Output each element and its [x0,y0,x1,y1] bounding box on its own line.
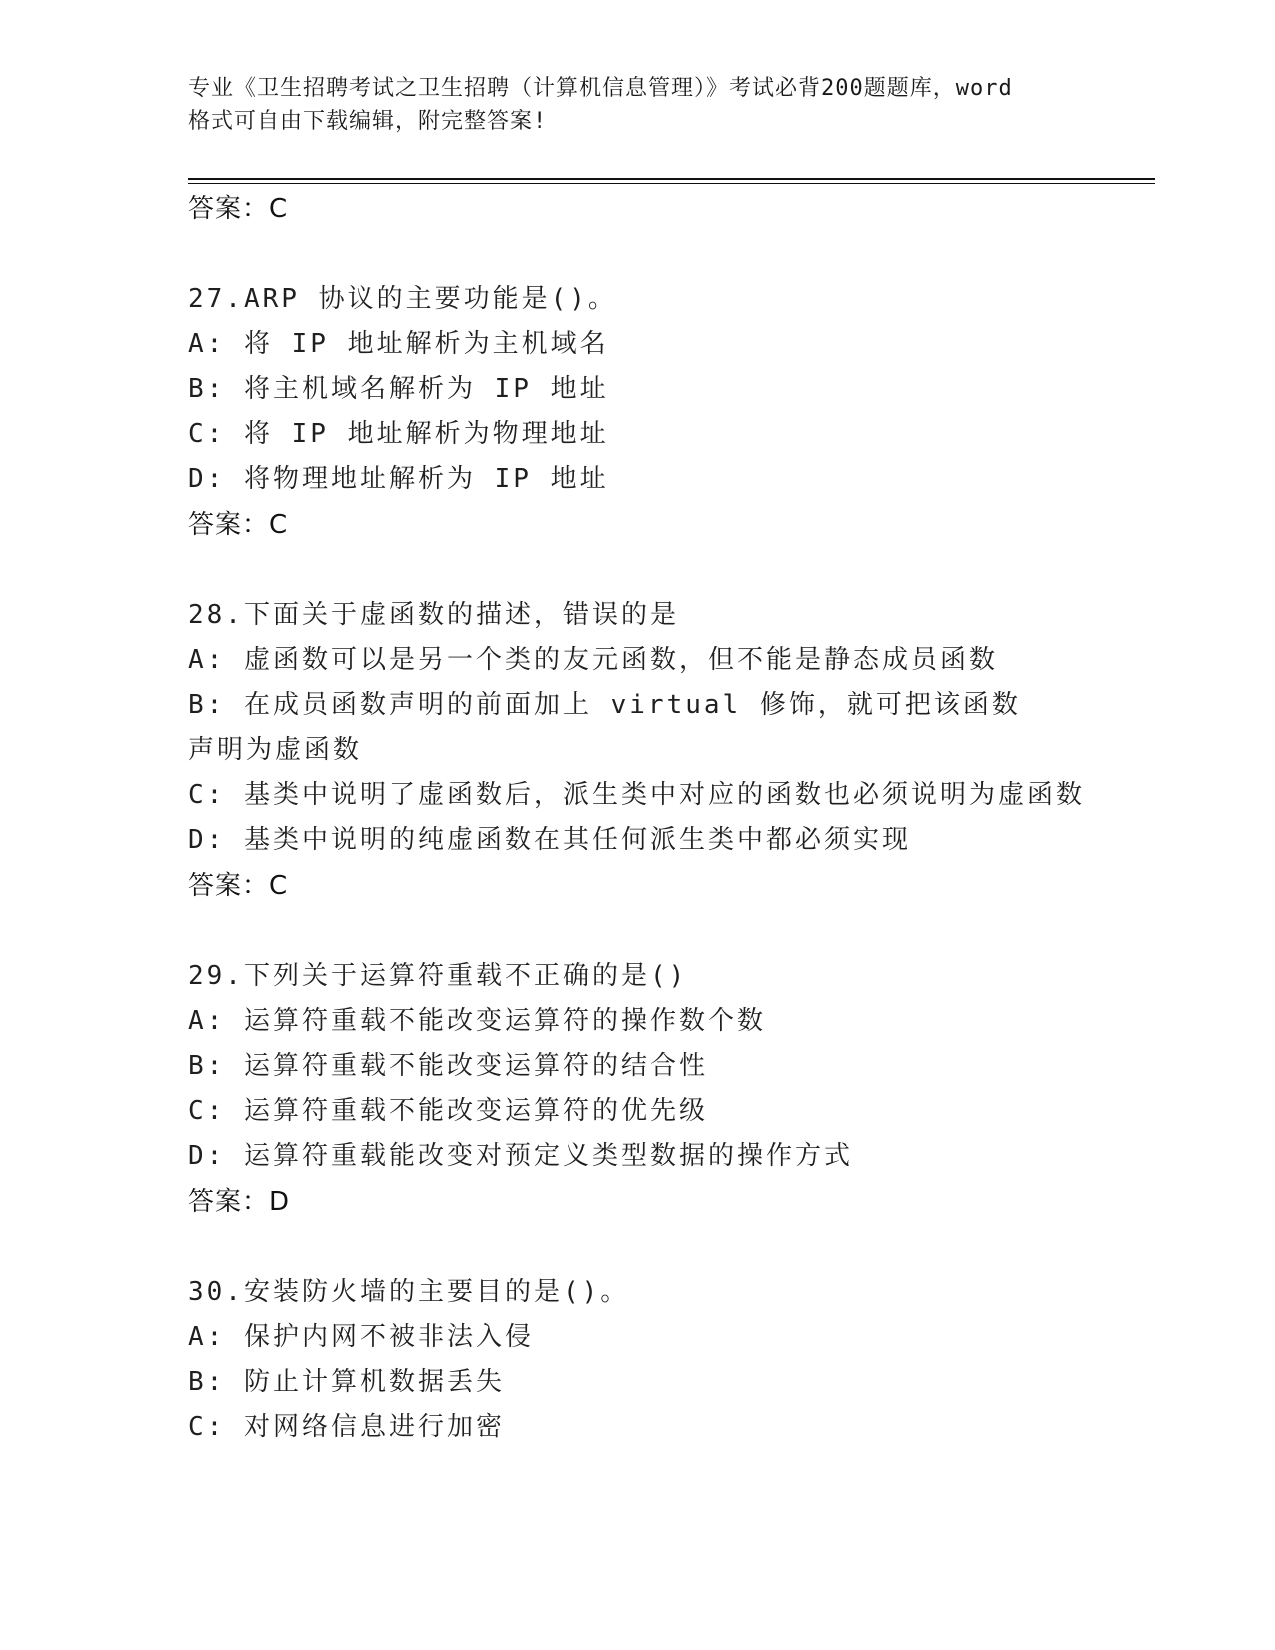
question-block [188,1270,1148,1450]
option-c: C: 将 IP 地址解析为物理地址 [188,419,609,449]
question-block [188,954,1148,1225]
answer-line: 答案：C [188,194,289,224]
option-a: A: 保护内网不被非法入侵 [188,1322,534,1352]
option-c: C: 运算符重载不能改变运算符的优先级 [188,1096,708,1126]
question-stem: 29.下列关于运算符重载不正确的是() [188,961,688,991]
option-d: D: 基类中说明的纯虚函数在其任何派生类中都必须实现 [188,825,911,855]
question-list [188,186,1148,1450]
answer-line: 答案：C [188,871,289,901]
option-b: B: 将主机域名解析为 IP 地址 [188,374,609,404]
question-block [188,277,1148,548]
answer-line: 答案：D [188,1187,291,1217]
option-d: D: 将物理地址解析为 IP 地址 [188,464,609,494]
question-stem: 27.ARP 协议的主要功能是()。 [188,284,617,314]
option-b: B: 运算符重载不能改变运算符的结合性 [188,1051,708,1081]
question-block [188,593,1148,909]
header-divider [188,178,1155,180]
document-header [188,72,1088,138]
question-stem: 30.安装防火墙的主要目的是()。 [188,1277,630,1307]
header-divider-thin [188,183,1155,184]
question-stem: 28.下面关于虚函数的描述，错误的是 [188,600,679,630]
answer-line: 答案：C [188,510,289,540]
option-d: D: 运算符重载能改变对预定义类型数据的操作方式 [188,1141,853,1171]
option-a: A: 虚函数可以是另一个类的友元函数，但不能是静态成员函数 [188,645,998,675]
header-line-1: 专业《卫生招聘考试之卫生招聘（计算机信息管理）》考试必背200题题库，word [188,76,1013,101]
option-a: A: 将 IP 地址解析为主机域名 [188,329,609,359]
option-b: B: 防止计算机数据丢失 [188,1367,505,1397]
option-a: A: 运算符重载不能改变运算符的操作数个数 [188,1006,766,1036]
header-line-2: 格式可自由下载编辑，附完整答案! [188,109,548,134]
option-b: B: 在成员函数声明的前面加上 virtual 修饰，就可把该函数声明为虚函数 [188,690,1021,765]
option-c: C: 基类中说明了虚函数后，派生类中对应的函数也必须说明为虚函数 [188,780,1085,810]
option-c: C: 对网络信息进行加密 [188,1412,505,1442]
